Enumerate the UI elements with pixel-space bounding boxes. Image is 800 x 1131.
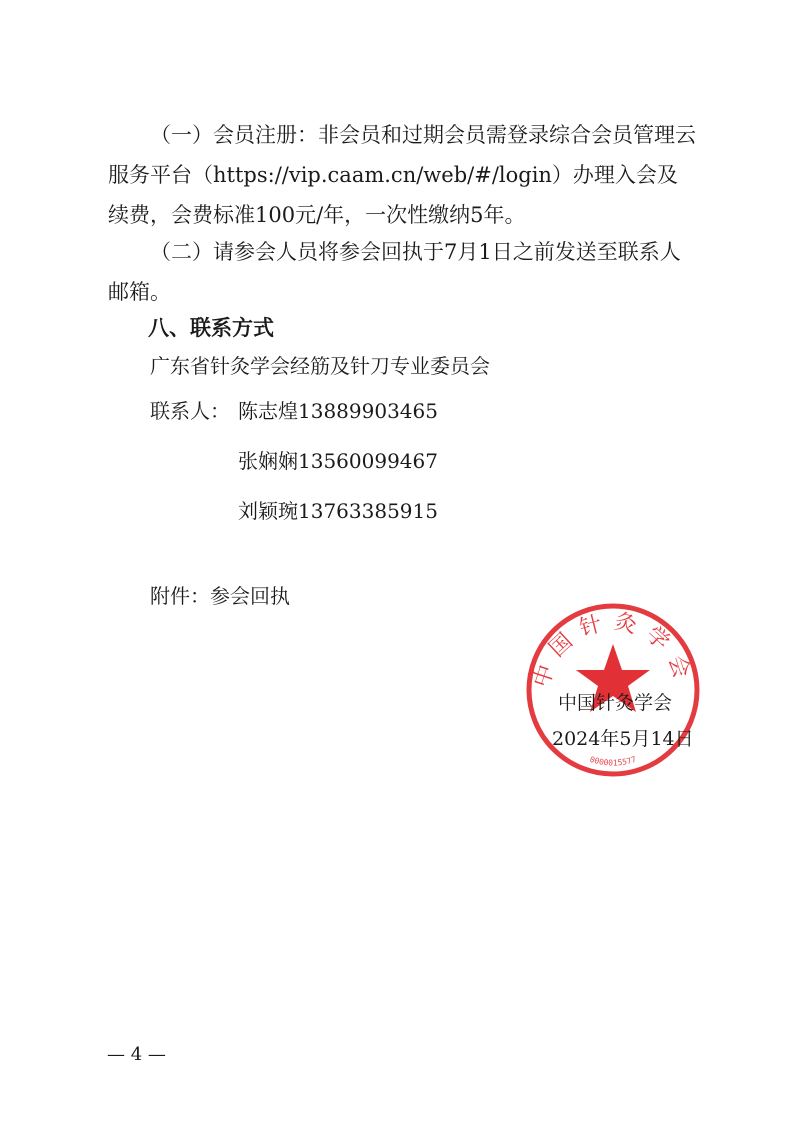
- contact-entry: 张娴娴13560099467: [238, 449, 438, 473]
- contact-label: 联系人：: [150, 399, 230, 423]
- page-number: — 4 —: [107, 1044, 166, 1065]
- svg-text:0000015577: [589, 755, 638, 768]
- attachment-line: 附件：参会回执: [150, 584, 290, 608]
- signature-organization: 中国针灸学会: [558, 692, 673, 714]
- membership-registration-paragraph: （一）会员注册：非会员和过期会员需登录综合会员管理云服务平台（https://vip.caam.cn/web/#/login）办理入会及续费，会费标准100元/年，一次性缴纳5年。: [108, 123, 696, 227]
- contact-entry: 陈志煌13889903465: [238, 399, 438, 423]
- seal-serial-number: 0000015577: [588, 754, 638, 768]
- organizer-name: 广东省针灸学会经筋及针刀专业委员会: [150, 354, 490, 378]
- contact-entry: 刘颖琬13763385915: [238, 499, 438, 523]
- signature-date: 2024年5月14日: [552, 728, 694, 750]
- section-heading-contact: 八、联系方式: [148, 316, 274, 340]
- receipt-submission-paragraph: （二）请参会人员将参会回执于7月1日之前发送至联系人邮箱。: [108, 240, 681, 304]
- seal-arc-text: 中国针灸学会: [529, 609, 697, 691]
